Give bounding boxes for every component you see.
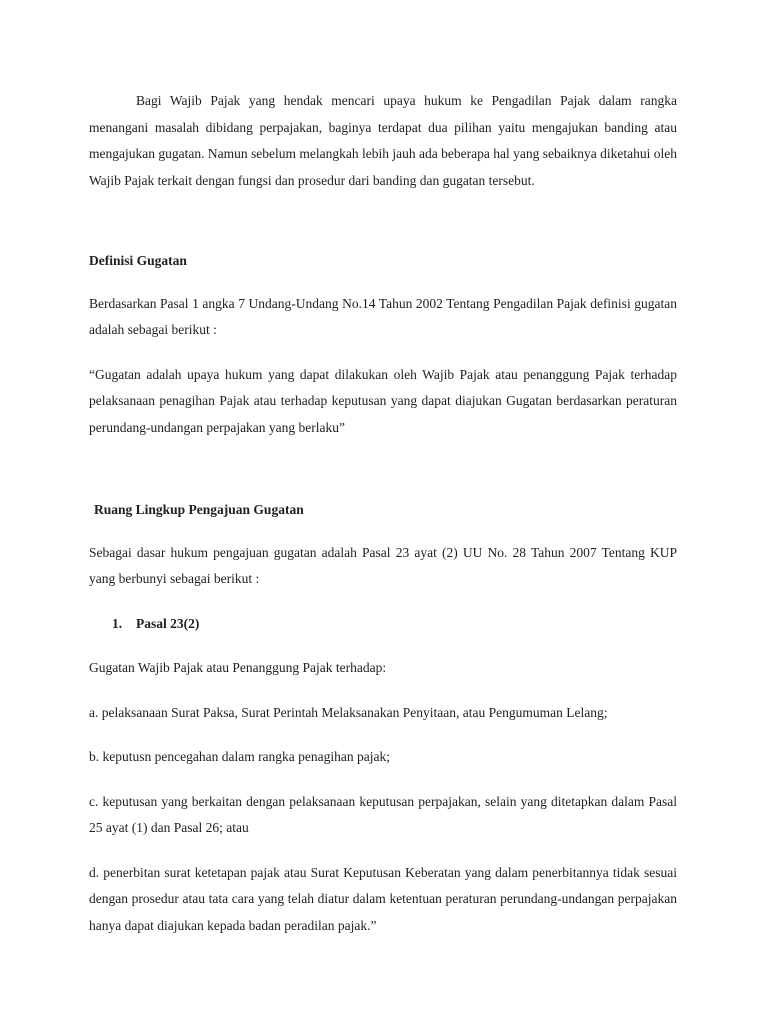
- heading-ruang-lingkup: Ruang Lingkup Pengajuan Gugatan: [94, 502, 304, 517]
- intro-paragraph: Bagi Wajib Pajak yang hendak mencari upaya hukum ke Pengadilan Pajak dalam rangka menangani masalah dibidang perpajakan, baginya terdapat dua pilihan yaitu mengajukan banding atau mengajukan gugatan. Namun sebelum melangkah lebih jauh ada beberapa hal yang sebaiknya diketahui oleh Wajib Pajak terkait dengan fungsi dan prosedur dari banding dan gugatan tersebut.: [89, 93, 677, 188]
- list-item-b: b. keputusn pencegahan dalam rangka penagihan pajak;: [89, 749, 391, 764]
- lead-paragraph: Gugatan Wajib Pajak atau Penanggung Pajak terhadap:: [89, 660, 387, 675]
- heading-definisi-gugatan: Definisi Gugatan: [89, 253, 187, 268]
- list-item-a: a. pelaksanaan Surat Paksa, Surat Perintah Melaksanakan Penyitaan, atau Pengumuman Lelang;: [89, 704, 608, 720]
- legal-basis-paragraph: Sebagai dasar hukum pengajuan gugatan adalah Pasal 23 ayat (2) UU No. 28 Tahun 2007 Tentang KUP yang berbunyi sebagai berikut :: [89, 544, 677, 586]
- document-page: [89, 88, 677, 939]
- list-item-c: c. keputusan yang berkaitan dengan pelaksanaan keputusan perpajakan, selain yang ditetapkan dalam Pasal 25 ayat (1) dan Pasal 26; atau: [89, 793, 677, 835]
- definition-quote: “Gugatan adalah upaya hukum yang dapat dilakukan oleh Wajib Pajak atau penanggung Pajak terhadap pelaksanaan penagihan Pajak atau terhadap keputusan yang dapat diajukan Gugatan berdasarkan peraturan perundang-undangan perpajakan yang berlaku”: [89, 366, 677, 435]
- definition-paragraph: Berdasarkan Pasal 1 angka 7 Undang-Undang No.14 Tahun 2002 Tentang Pengadilan Pajak definisi gugatan adalah sebagai berikut :: [89, 295, 677, 337]
- numbered-list-item: [89, 611, 677, 638]
- list-item-d: d. penerbitan surat ketetapan pajak atau Surat Keputusan Keberatan yang dalam penerbitannya tidak sesuai dengan prosedur atau tata cara yang telah diatur dalam ketentuan peraturan perundang-undangan perpajakan hanya dapat diajukan kepada badan peradilan pajak.”: [89, 864, 677, 933]
- list-number: 1.: [112, 615, 123, 631]
- list-title: Pasal 23(2): [136, 615, 200, 631]
